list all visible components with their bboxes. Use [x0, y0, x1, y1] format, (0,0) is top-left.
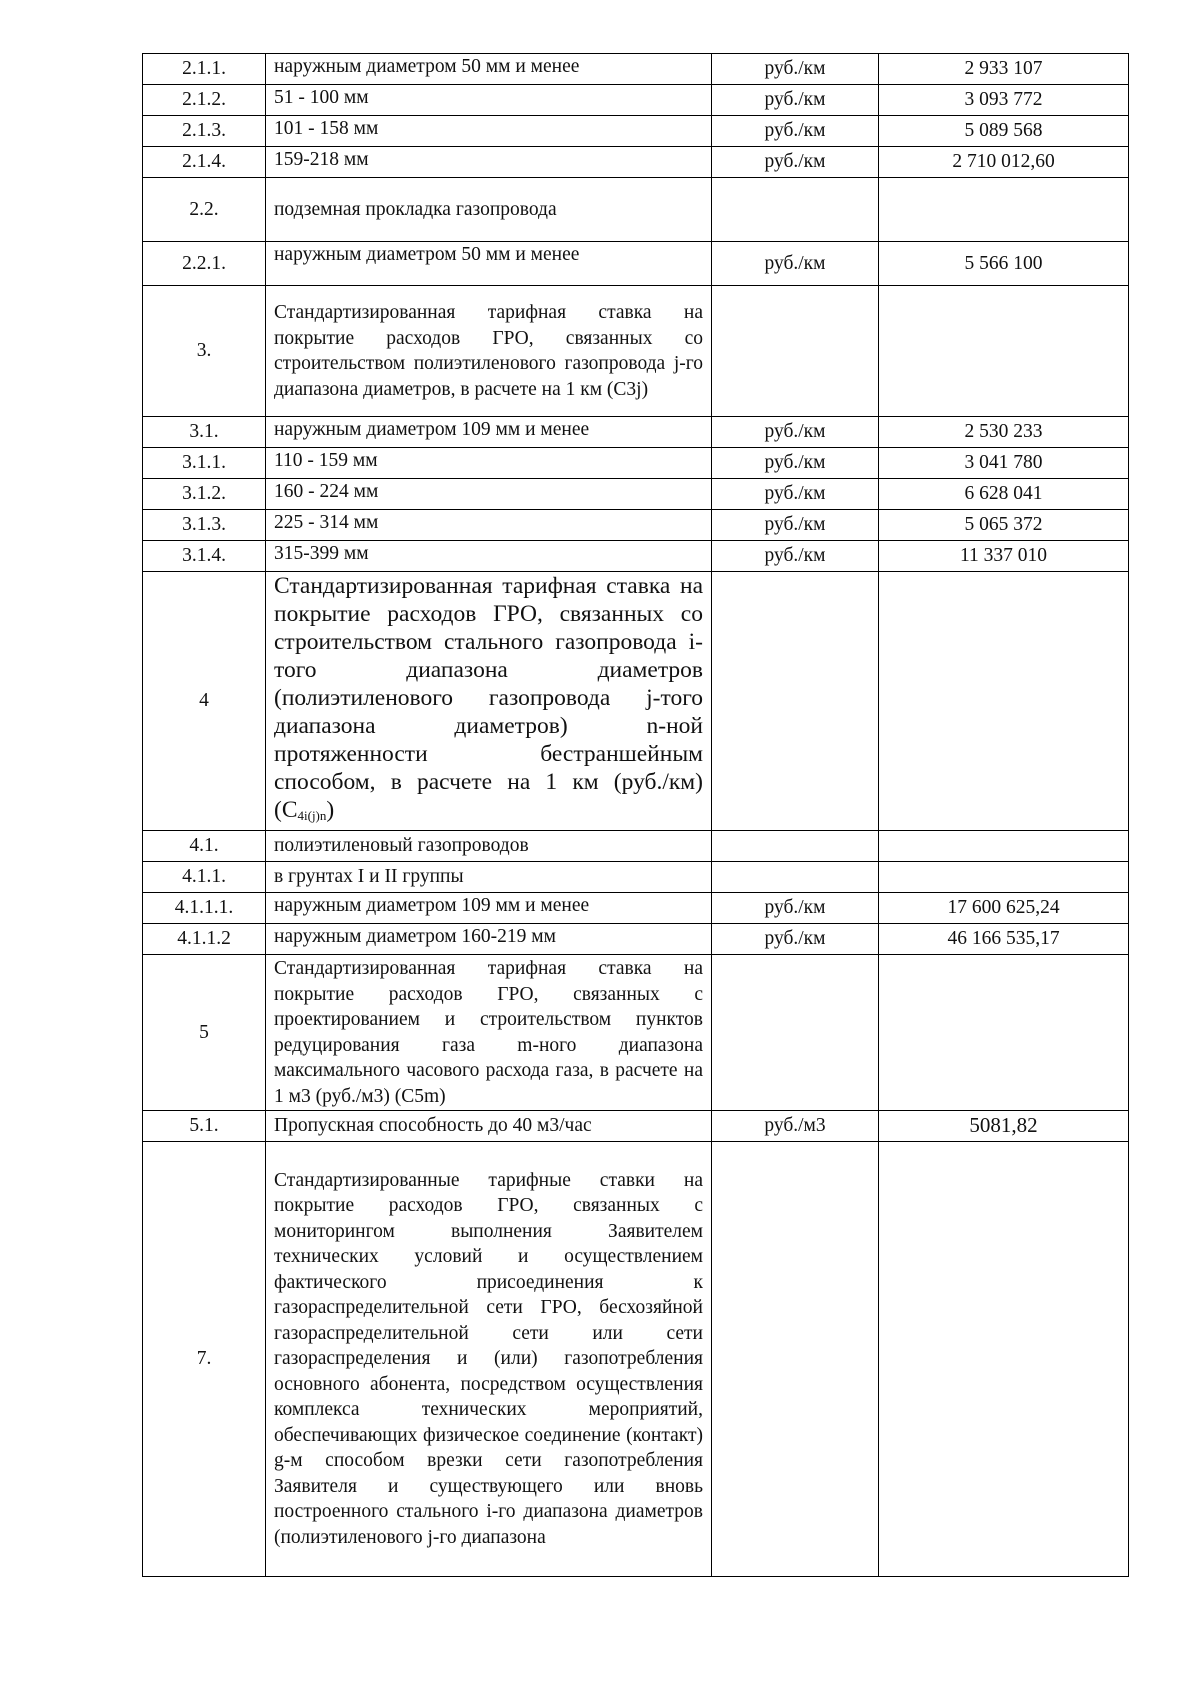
row-unit: руб./м3 [712, 1111, 879, 1142]
row-number: 3.1.3. [143, 510, 266, 541]
row-value [879, 286, 1129, 417]
row-unit [712, 178, 879, 242]
row-number: 4.1.1. [143, 862, 266, 893]
row-value: 5 089 568 [879, 116, 1129, 147]
row-description: наружным диаметром 50 мм и менее [266, 54, 712, 85]
row-value: 2 710 012,60 [879, 147, 1129, 178]
row-description: наружным диаметром 109 мм и менее [266, 893, 712, 924]
row-unit: руб./км [712, 147, 879, 178]
row-unit [712, 572, 879, 831]
row-number: 2.1.1. [143, 54, 266, 85]
table-row [143, 448, 1129, 479]
row-description: 110 - 159 мм [266, 448, 712, 479]
row-unit [712, 831, 879, 862]
row-unit [712, 862, 879, 893]
row-number: 3.1. [143, 417, 266, 448]
row-unit: руб./км [712, 541, 879, 572]
table-row [143, 116, 1129, 147]
row-value [879, 178, 1129, 242]
table-row [143, 1111, 1129, 1142]
row-description: 160 - 224 мм [266, 479, 712, 510]
table-row [143, 286, 1129, 417]
tariff-rates-table [142, 53, 1129, 1577]
row-description: 159-218 мм [266, 147, 712, 178]
row-value: 2 530 233 [879, 417, 1129, 448]
table-row [143, 85, 1129, 116]
row-number: 2.1.2. [143, 85, 266, 116]
row-unit [712, 955, 879, 1111]
row-number: 3.1.1. [143, 448, 266, 479]
table-row [143, 572, 1129, 831]
row-value [879, 572, 1129, 831]
row-unit [712, 1142, 879, 1577]
row-value: 2 933 107 [879, 54, 1129, 85]
row-description: наружным диаметром 109 мм и менее [266, 417, 712, 448]
row-value: 3 093 772 [879, 85, 1129, 116]
row-description: 225 - 314 мм [266, 510, 712, 541]
row-description: подземная прокладка газопровода [266, 178, 712, 242]
row-number: 2.1.4. [143, 147, 266, 178]
row-number: 4 [143, 572, 266, 831]
row-number: 4.1.1.2 [143, 924, 266, 955]
row-unit: руб./км [712, 85, 879, 116]
row-description: наружным диаметром 50 мм и менее [266, 242, 712, 286]
row-number: 3.1.2. [143, 479, 266, 510]
table-row [143, 242, 1129, 286]
row-value: 3 041 780 [879, 448, 1129, 479]
row-number: 2.2.1. [143, 242, 266, 286]
row-unit: руб./км [712, 417, 879, 448]
row-value [879, 1142, 1129, 1577]
row-number: 2.2. [143, 178, 266, 242]
row-unit: руб./км [712, 54, 879, 85]
row-value: 11 337 010 [879, 541, 1129, 572]
row-description: 315-399 мм [266, 541, 712, 572]
row-description: наружным диаметром 160-219 мм [266, 924, 712, 955]
row-description-subscript: 4i(j)n [297, 808, 327, 823]
row-unit: руб./км [712, 116, 879, 147]
row-value: 17 600 625,24 [879, 893, 1129, 924]
row-number: 5 [143, 955, 266, 1111]
table-row [143, 147, 1129, 178]
row-unit: руб./км [712, 448, 879, 479]
row-description: Стандартизированная тарифная ставка на покрытие расходов ГРО, связанных с проектированием и строительством пунктов редуцирования газа m-ного диапазона максимального часового расхода газа, в расчете на 1 м3 (руб./м3) (С5m) [266, 955, 712, 1111]
row-unit: руб./км [712, 510, 879, 541]
table-row [143, 178, 1129, 242]
row-value: 6 628 041 [879, 479, 1129, 510]
row-description: в грунтах I и II группы [266, 862, 712, 893]
row-value [879, 955, 1129, 1111]
row-description: 101 - 158 мм [266, 116, 712, 147]
table-row [143, 541, 1129, 572]
row-number: 7. [143, 1142, 266, 1577]
table-row [143, 955, 1129, 1111]
table-row [143, 924, 1129, 955]
table-row [143, 417, 1129, 448]
row-number: 5.1. [143, 1111, 266, 1142]
row-description-end: ) [326, 797, 335, 823]
table-row [143, 862, 1129, 893]
row-unit: руб./км [712, 924, 879, 955]
table-row [143, 893, 1129, 924]
row-value [879, 831, 1129, 862]
row-description [266, 572, 712, 831]
row-description: Стандартизированная тарифная ставка на покрытие расходов ГРО, связанных со строительством полиэтиленового газопровода j-го диапазона диаметров, в расчете на 1 км (С3j) [266, 286, 712, 417]
row-description-text: Стандартизированная тарифная ставка на покрытие расходов ГРО, связанных со строительством стального газопровода i-того диапазона диаметров (полиэтиленового газопровода j-того диапазона диаметров) n-ной протяженности бестраншейным способом, в расчете на 1 км (руб./км) (С [274, 573, 703, 823]
row-description: Стандартизированные тарифные ставки на покрытие расходов ГРО, связанных с мониторингом выполнения Заявителем технических условий и осуществлением фактического присоединения к газораспределительной сети ГРО, бесхозяйной газораспределительной сети или сети газораспределения и (или) газопотребления основного абонента, посредством осуществления комплекса технических мероприятий, обеспечивающих физическое соединение (контакт) g-м способом врезки сети газопотребления Заявителя и существующего или вновь построенного стального i-го диапазона диаметров (полиэтиленового j-го диапазона [266, 1142, 712, 1577]
row-value: 5 566 100 [879, 242, 1129, 286]
table-row [143, 831, 1129, 862]
table-row [143, 479, 1129, 510]
table-row [143, 54, 1129, 85]
row-number: 2.1.3. [143, 116, 266, 147]
table-row [143, 1142, 1129, 1577]
row-unit: руб./км [712, 242, 879, 286]
row-unit [712, 286, 879, 417]
row-number: 3.1.4. [143, 541, 266, 572]
row-unit: руб./км [712, 893, 879, 924]
row-value: 46 166 535,17 [879, 924, 1129, 955]
row-number: 4.1. [143, 831, 266, 862]
row-description: полиэтиленовый газопроводов [266, 831, 712, 862]
row-number: 4.1.1.1. [143, 893, 266, 924]
row-value [879, 862, 1129, 893]
row-number: 3. [143, 286, 266, 417]
row-description: 51 - 100 мм [266, 85, 712, 116]
row-value: 5081,82 [879, 1111, 1129, 1142]
table-row [143, 510, 1129, 541]
row-description: Пропускная способность до 40 м3/час [266, 1111, 712, 1142]
row-unit: руб./км [712, 479, 879, 510]
row-value: 5 065 372 [879, 510, 1129, 541]
